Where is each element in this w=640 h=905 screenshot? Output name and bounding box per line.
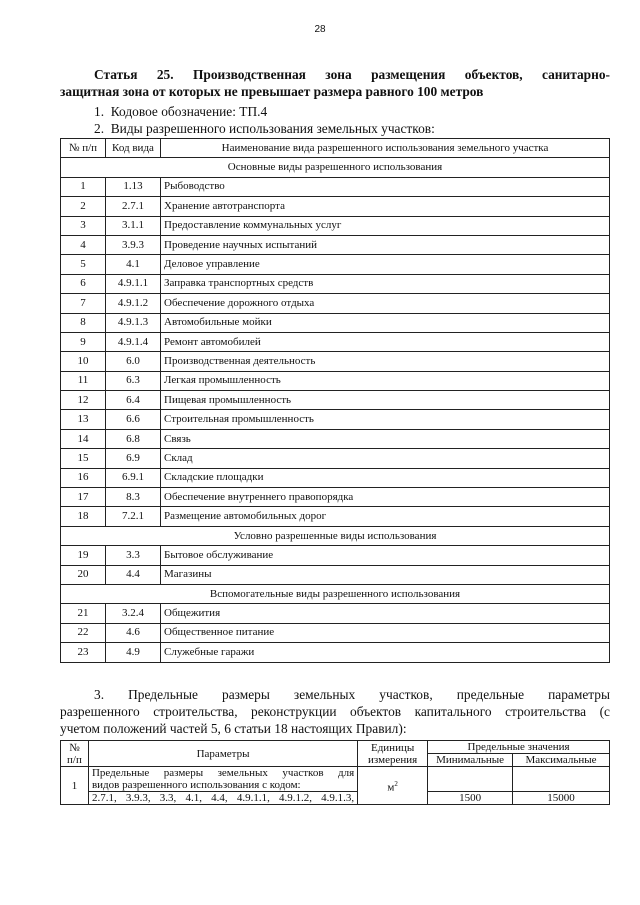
row-number: 16: [61, 468, 106, 487]
row-number: 14: [61, 429, 106, 448]
row-code: 6.4: [106, 391, 161, 410]
row-name: Размещение автомобильных дорог: [161, 507, 610, 526]
row-name: Производственная деятельность: [161, 352, 610, 371]
table-row: [61, 468, 610, 487]
row-code: 6.8: [106, 429, 161, 448]
article-title-line1: Статья 25. Производственная зона размещения объектов, санитарно-: [94, 67, 610, 82]
table-row: [61, 274, 610, 293]
table-row: [61, 235, 610, 254]
row-number: 5: [61, 255, 106, 274]
row-number: 11: [61, 371, 106, 390]
row-code: 2.7.1: [106, 197, 161, 216]
row-name: Служебные гаражи: [161, 643, 610, 662]
row-code: 6.3: [106, 371, 161, 390]
table-row: [61, 216, 610, 235]
limits-header-num: № п/п: [61, 741, 89, 767]
row-number: 1: [61, 177, 106, 196]
section-row: [61, 158, 610, 177]
row-code: 4.1: [106, 255, 161, 274]
row-number: 23: [61, 643, 106, 662]
row-number: 21: [61, 604, 106, 623]
table-row: [61, 410, 610, 429]
row-number: 10: [61, 352, 106, 371]
table-row: [61, 429, 610, 448]
section-heading: Основные виды разрешенного использования: [61, 158, 610, 177]
row-code: 7.2.1: [106, 507, 161, 526]
row-number: 12: [61, 391, 106, 410]
section-row: [61, 584, 610, 603]
row-number: 7: [61, 294, 106, 313]
row-code: 4.6: [106, 623, 161, 642]
page-number: 28: [314, 24, 326, 35]
limits-row-min-empty: [428, 767, 513, 792]
table-row: [61, 623, 610, 642]
row-name: Предоставление коммунальных услуг: [161, 216, 610, 235]
row-name: Складские площадки: [161, 468, 610, 487]
table-row: [61, 488, 610, 507]
table-row: [61, 546, 610, 565]
table-row: [61, 449, 610, 468]
list-item-text: Виды разрешенного использования земельных участков:: [110, 121, 435, 136]
row-code: 1.13: [106, 177, 161, 196]
row-number: 15: [61, 449, 106, 468]
row-name: Магазины: [161, 565, 610, 584]
row-code: 3.3: [106, 546, 161, 565]
limits-row: [61, 767, 610, 792]
row-number: 8: [61, 313, 106, 332]
table-row: [61, 507, 610, 526]
row-name: Рыбоводство: [161, 177, 610, 196]
limits-row-num: 1: [61, 767, 89, 805]
limits-header-units: Единицы измерения: [358, 741, 428, 767]
row-code: 3.2.4: [106, 604, 161, 623]
row-name: Легкая промышленность: [161, 371, 610, 390]
row-number: 20: [61, 565, 106, 584]
row-name: Хранение автотранспорта: [161, 197, 610, 216]
header-code: Код вида: [106, 139, 161, 158]
section-heading: Вспомогательные виды разрешенного использования: [61, 584, 610, 603]
row-name: Строительная промышленность: [161, 410, 610, 429]
section-heading: Условно разрешенные виды использования: [61, 526, 610, 545]
list-item: [94, 104, 267, 120]
table-row: [61, 565, 610, 584]
list-item-number: 1.: [94, 104, 105, 119]
row-name: Склад: [161, 449, 610, 468]
row-name: Ремонт автомобилей: [161, 332, 610, 351]
row-name: Обеспечение дорожного отдыха: [161, 294, 610, 313]
limits-row-param: Предельные размеры земельных участков для видов разрешенного использования с кодом:: [88, 767, 357, 792]
row-code: 6.9.1: [106, 468, 161, 487]
limits-table: [60, 740, 610, 805]
row-number: 22: [61, 623, 106, 642]
limits-row-codes: [61, 792, 610, 805]
row-name: Автомобильные мойки: [161, 313, 610, 332]
paragraph-3-line1: 3. Предельные размеры земельных участков, предельные параметры: [94, 687, 610, 702]
list-item: [94, 121, 435, 137]
article-title-line2: защитная зона от которых не превышает размера равного 100 метров: [60, 84, 484, 99]
row-number: 9: [61, 332, 106, 351]
row-code: 3.1.1: [106, 216, 161, 235]
section-row: [61, 526, 610, 545]
table-row: [61, 352, 610, 371]
row-number: 4: [61, 235, 106, 254]
row-number: 18: [61, 507, 106, 526]
row-number: 19: [61, 546, 106, 565]
table-row: [61, 604, 610, 623]
list-item-number: 2.: [94, 121, 105, 136]
row-name: Проведение научных испытаний: [161, 235, 610, 254]
list-item-text: Кодовое обозначение: ТП.4: [110, 104, 268, 119]
row-code: 6.6: [106, 410, 161, 429]
header-name: Наименование вида разрешенного использования земельного участка: [161, 139, 610, 158]
paragraph-3-line2: разрешенного строительства, реконструкции объектов капитального строительства (с: [60, 704, 610, 719]
paragraph-3: [60, 686, 610, 737]
limits-header-values: Предельные значения: [428, 741, 610, 754]
table-row: [61, 371, 610, 390]
row-number: 13: [61, 410, 106, 429]
row-code: 4.9.1.1: [106, 274, 161, 293]
row-code: 3.9.3: [106, 235, 161, 254]
row-code: 4.9.1.4: [106, 332, 161, 351]
row-name: Связь: [161, 429, 610, 448]
table-row: [61, 391, 610, 410]
row-code: 8.3: [106, 488, 161, 507]
row-code: 6.9: [106, 449, 161, 468]
limits-header-params: Параметры: [88, 741, 357, 767]
article-title: [60, 66, 610, 100]
row-code: 4.9.1.3: [106, 313, 161, 332]
row-code: 4.4: [106, 565, 161, 584]
limits-header-row: [61, 741, 610, 754]
table-row: [61, 255, 610, 274]
row-number: 6: [61, 274, 106, 293]
paragraph-3-line3: учетом положений частей 5, 6 статьи 18 настоящих Правил):: [60, 721, 407, 736]
row-code: 6.0: [106, 352, 161, 371]
row-name: Общественное питание: [161, 623, 610, 642]
row-name: Деловое управление: [161, 255, 610, 274]
header-num: № п/п: [61, 139, 106, 158]
row-name: Заправка транспортных средств: [161, 274, 610, 293]
table-row: [61, 313, 610, 332]
limits-header-min: Минимальные: [428, 754, 513, 767]
limits-row-max-empty: [513, 767, 610, 792]
table-row: [61, 332, 610, 351]
row-name: Общежития: [161, 604, 610, 623]
limits-row-unit: $м^2$: [358, 767, 428, 805]
table-row: [61, 643, 610, 662]
row-code: 4.9.1.2: [106, 294, 161, 313]
row-number: 17: [61, 488, 106, 507]
table-header-row: [61, 139, 610, 158]
row-name: Пищевая промышленность: [161, 391, 610, 410]
table-row: [61, 197, 610, 216]
table-row: [61, 294, 610, 313]
row-name: Обеспечение внутреннего правопорядка: [161, 488, 610, 507]
row-number: 3: [61, 216, 106, 235]
table-row: [61, 177, 610, 196]
limits-row-min: 1500: [428, 792, 513, 805]
row-code: 4.9: [106, 643, 161, 662]
limits-row-codes-text: 2.7.1, 3.9.3, 3.3, 4.1, 4.4, 4.9.1.1, 4.9.1.2, 4.9.1.3,: [88, 792, 357, 805]
limits-header-max: Максимальные: [513, 754, 610, 767]
permitted-uses-table: [60, 138, 610, 663]
row-name: Бытовое обслуживание: [161, 546, 610, 565]
limits-row-max: 15000: [513, 792, 610, 805]
row-number: 2: [61, 197, 106, 216]
